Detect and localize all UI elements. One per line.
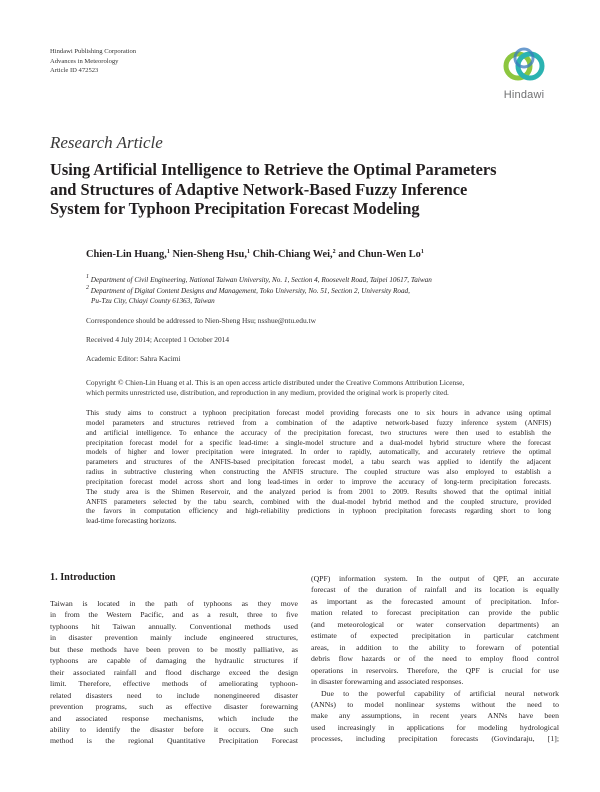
body-line: prevention programs, such as effective disaster forewarning bbox=[50, 702, 298, 712]
author-name: Nien-Sheng Hsu, bbox=[172, 249, 247, 260]
abstract-line: model parameters and structures retrieved from a combination of the adaptive network-based fuzzy inference system (ANFIS) bbox=[86, 417, 551, 427]
article-type: Research Article bbox=[50, 133, 163, 152]
body-line: ability to identify the disaster before it occurs. One such bbox=[50, 724, 298, 734]
abstract-line: precipitation forecast model for a specific lead-time: a single-model structure and a dual-model hybrid structure where the forecast bbox=[86, 437, 551, 447]
publisher-name: Hindawi Publishing Corporation bbox=[50, 48, 137, 55]
affiliation-line bbox=[86, 297, 556, 307]
affiliation-text: Department of Digital Content Designs and Management, Toko University, No. 51, Section 2, University Road, bbox=[90, 287, 410, 295]
body-line: related disasters need to include nonengineered disaster bbox=[50, 690, 298, 700]
body-line: typhoons are capable of damaging the hydraulic structures if bbox=[50, 656, 298, 666]
abstract-line: The study area is the Shimen Reservoir, and the analyzed period is from 2001 to 2009. Results showed that the optimal initial bbox=[86, 486, 551, 496]
hindawi-logo-mark-icon bbox=[496, 44, 552, 90]
affiliation-text: Department of Civil Engineering, National Taiwan University, No. 1, Section 4, Roosevelt Road, Taipei 10617, Taiwan bbox=[90, 276, 432, 284]
abstract-line: ANFIS parameters selected by the tabu search, combined with the dual-model hybrid method and the coupled structure, provided bbox=[86, 496, 551, 506]
body-line: in from the Western Pacific, and as a result, three to five bbox=[50, 610, 298, 620]
paper-title bbox=[50, 160, 555, 219]
received-accepted-dates: Received 4 July 2014; Accepted 1 October 2014 bbox=[86, 335, 230, 344]
academic-editor: Academic Editor: Sahra Kacimi bbox=[86, 354, 181, 363]
copyright-line: Copyright © Chien-Lin Huang et al. This is an open access article distributed under the Creative Commons Attribution License, bbox=[86, 378, 465, 387]
body-line: Due to the powerful capability of artificial neural network bbox=[321, 688, 559, 698]
section-heading-introduction: 1. Introduction bbox=[50, 572, 116, 583]
affiliation-text: Pu-Tzu City, Chiayi County 61363, Taiwan bbox=[91, 296, 215, 305]
body-line: used increasingly in applications for modeling hydrological bbox=[311, 722, 559, 732]
title-line: and Structures of Adaptive Network-Based Fuzzy Inference bbox=[50, 179, 468, 199]
abstract-line: and artificial intelligence. To enhance the accuracy of the precipitation forecast, two structures were then used to establish the bbox=[86, 427, 551, 437]
body-line: but these methods have been proven to be mostly palliative, as bbox=[50, 644, 298, 654]
body-line: typhoons hit Taiwan annually. Conventional methods used bbox=[50, 621, 298, 631]
body-line: mation related to forecast precipitation can provide the public bbox=[311, 608, 559, 618]
title-line: Using Artificial Intelligence to Retrieve the Optimal Parameters bbox=[50, 160, 497, 179]
body-line: their associated rainfall and flood discharge exceed the design bbox=[50, 667, 298, 677]
article-id: Article ID 472523 bbox=[50, 67, 99, 74]
body-line: estimate of expected precipitation in particular catchment bbox=[311, 631, 559, 641]
intro-right-column bbox=[311, 573, 559, 745]
body-line: operations in reservoirs. Therefore, the QPF is crucial for use bbox=[311, 665, 559, 675]
title-line: System for Typhoon Precipitation Forecast Modeling bbox=[50, 199, 420, 218]
body-line: forecast of the duration of rainfall and its location is equally bbox=[311, 585, 559, 595]
abstract-line: the favors in computation efficiency and high-reliability predictions in typhoon precipitation forecasts regarding short to long bbox=[86, 506, 551, 516]
intro-left-column bbox=[50, 598, 298, 747]
abstract bbox=[86, 408, 551, 526]
abstract-line: lead-time forecasting horizons. bbox=[86, 516, 177, 526]
abstract-line: radius in subtractive clustering when constructing the ANFIS structure. The coupled structure was also employed to establish a bbox=[86, 467, 551, 477]
affiliation-line bbox=[86, 284, 556, 297]
abstract-line: precipitation forecast model across short and long lead-times in order to improve the accuracy of long-term precipitation forecasts. bbox=[86, 476, 551, 486]
author-affiliation-mark: 2 bbox=[332, 249, 336, 255]
abstract-line: This study aims to construct a typhoon precipitation forecast model providing forecasts one to six hours in advance using optimal bbox=[86, 408, 551, 417]
body-line: as important as the forecasted amount of precipitation. Infor- bbox=[311, 596, 559, 606]
correspondence: Correspondence should be addressed to Nien-Sheng Hsu; nsshue@ntu.edu.tw bbox=[86, 316, 316, 325]
journal-name: Advances in Meteorology bbox=[50, 57, 119, 65]
author-name: Chih-Chiang Wei, bbox=[252, 249, 333, 260]
body-line: areas, in addition to the ability to forewarn of potential bbox=[311, 642, 559, 652]
body-line: in disaster prevention mainly include engineered structures, bbox=[50, 633, 298, 643]
body-line: debris flow hazards or of the need to employ flood control bbox=[311, 654, 559, 664]
body-line: (and meteorological or water conservation departments) an bbox=[311, 619, 559, 629]
abstract-line: parameters and structures of the ANFIS-based precipitation forecast model, a tabu search was applied to identify the adjacent bbox=[86, 457, 551, 467]
author-name: Chien-Lin Huang, bbox=[86, 249, 167, 260]
body-line: make any assumptions, in recent years ANNs have been bbox=[311, 711, 559, 721]
affiliation-mark: 2 bbox=[86, 285, 89, 291]
author-name: and Chun-Wen Lo bbox=[338, 249, 421, 260]
body-line: Taiwan is located in the path of typhoons as they move bbox=[50, 599, 298, 608]
body-line: processes, including precipitation forecasts (Govindaraju, [1]; bbox=[311, 734, 559, 744]
body-line: (QPF) information system. In the output of QPF, an accurate bbox=[311, 574, 559, 583]
affiliation-2 bbox=[86, 284, 556, 306]
body-line: limit. Therefore, effective methods of ameliorating typhoon- bbox=[50, 679, 298, 689]
body-line: (ANNs) to model nonlinear systems without the need to bbox=[311, 699, 559, 709]
hindawi-logo bbox=[496, 44, 552, 106]
body-line: in disaster forewarning and associated responses. bbox=[311, 677, 464, 687]
body-line: and associated response mechanisms, which include the bbox=[50, 713, 298, 723]
author-list bbox=[86, 249, 424, 260]
abstract-line: models of higher and lower precipitation were integrated. In order to rapidly, automatically, and accurately retrieve the optimal bbox=[86, 447, 551, 457]
body-line: method is the regional Quantitative Precipitation Forecast bbox=[50, 736, 298, 746]
author-affiliation-mark: 1 bbox=[420, 249, 424, 255]
copyright-notice bbox=[86, 378, 551, 398]
affiliation-mark: 1 bbox=[86, 274, 89, 280]
author-affiliation-mark: 1 bbox=[166, 249, 170, 255]
journal-header bbox=[50, 47, 136, 76]
copyright-line: which permits unrestricted use, distribution, and reproduction in any medium, provided the original work is properly cited. bbox=[86, 388, 449, 397]
author-affiliation-mark: 1 bbox=[246, 249, 250, 255]
hindawi-logo-text: Hindawi bbox=[503, 89, 545, 101]
